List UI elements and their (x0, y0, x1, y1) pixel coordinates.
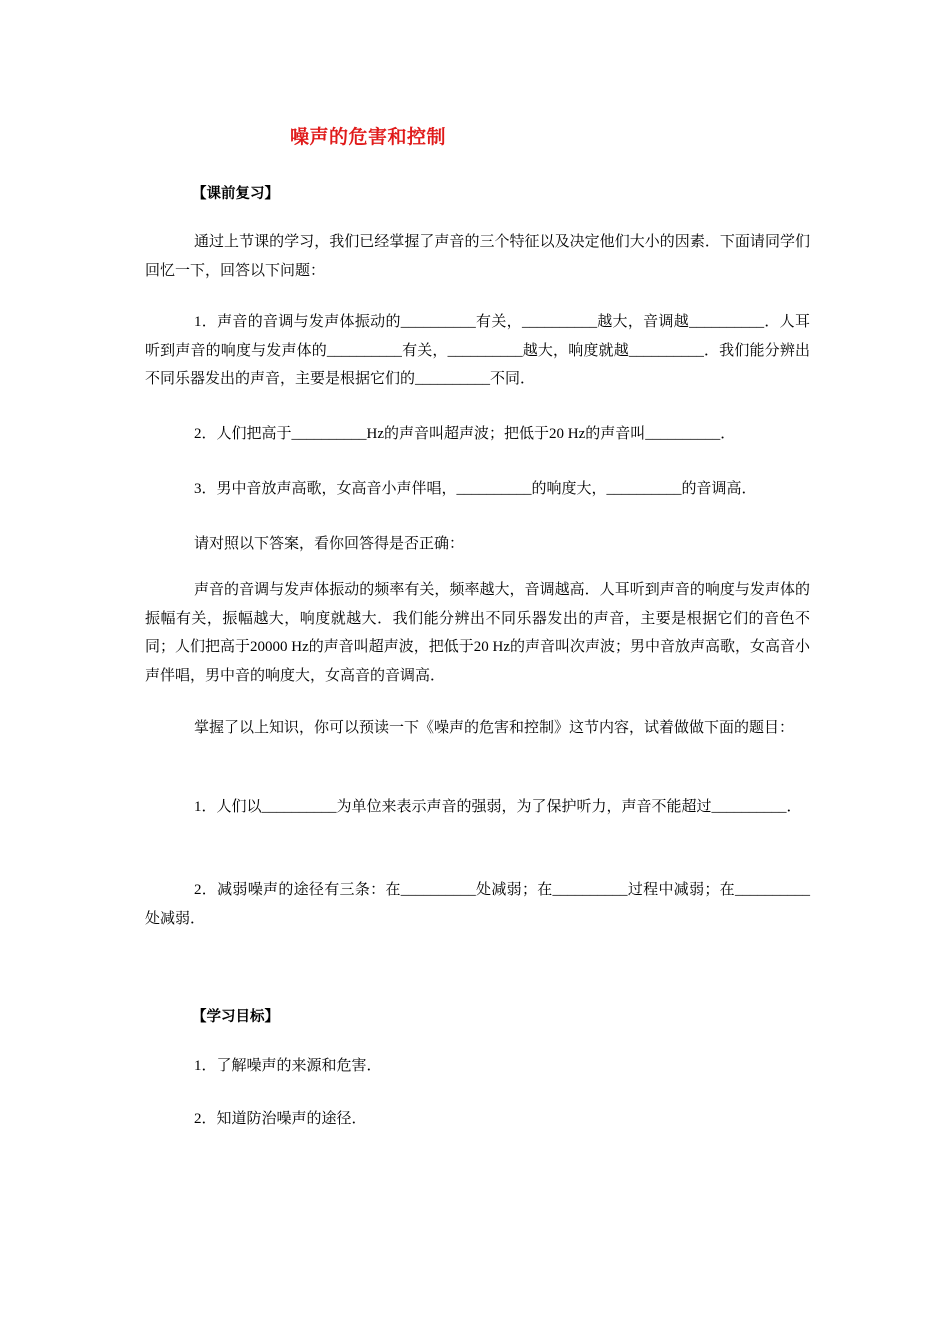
review-intro: 通过上节课的学习，我们已经掌握了声音的三个特征以及决定他们大小的因素．下面请同学们回忆一下，回答以下问题： (145, 234, 810, 279)
review-question-1: 1．声音的音调与发声体振动的__________有关，__________越大，音调越__________．人耳听到声音的响度与发声体的__________有关，__________越大，响度就越__________．我们能分辨出不同乐器发出的声音，主要是根据它们的__________不同． (145, 314, 810, 387)
section-heading-review: 【课前复习】 (192, 186, 279, 202)
preview-question-2: 2．减弱噪声的途径有三条：在__________处减弱；在__________过程中减弱；在__________处减弱． (145, 882, 810, 927)
goal-item-1: 1．了解噪声的来源和危害． (194, 1058, 382, 1074)
section-heading-goals: 【学习目标】 (192, 1009, 279, 1025)
answer-check-prompt: 请对照以下答案，看你回答得是否正确： (194, 536, 465, 552)
review-question-3: 3．男中音放声高歌，女高音小声伴唱，__________的响度大，__________的音调高． (194, 481, 757, 497)
review-question-2: 2．人们把高于__________Hz的声音叫超声波；把低于20 Hz的声音叫__________． (194, 426, 736, 442)
preview-prompt: 掌握了以上知识，你可以预读一下《噪声的危害和控制》这节内容，试着做做下面的题目： (194, 720, 795, 736)
goal-item-2: 2．知道防治噪声的途径． (194, 1111, 367, 1127)
answer-text: 声音的音调与发声体振动的频率有关，频率越大，音调越高．人耳听到声音的响度与发声体的振幅有关，振幅越大，响度就越大．我们能分辨出不同乐器发出的声音，主要是根据它们的音色不同；人们把高于20000 Hz的声音叫超声波，把低于20 Hz的声音叫次声波；男中音放声高歌，女高音小声伴唱，男中音的响度大，女高音的音调高． (145, 582, 810, 684)
page-title: 噪声的危害和控制 (290, 126, 447, 148)
preview-question-1: 1．人们以__________为单位来表示声音的强弱，为了保护听力，声音不能超过__________． (194, 799, 802, 815)
